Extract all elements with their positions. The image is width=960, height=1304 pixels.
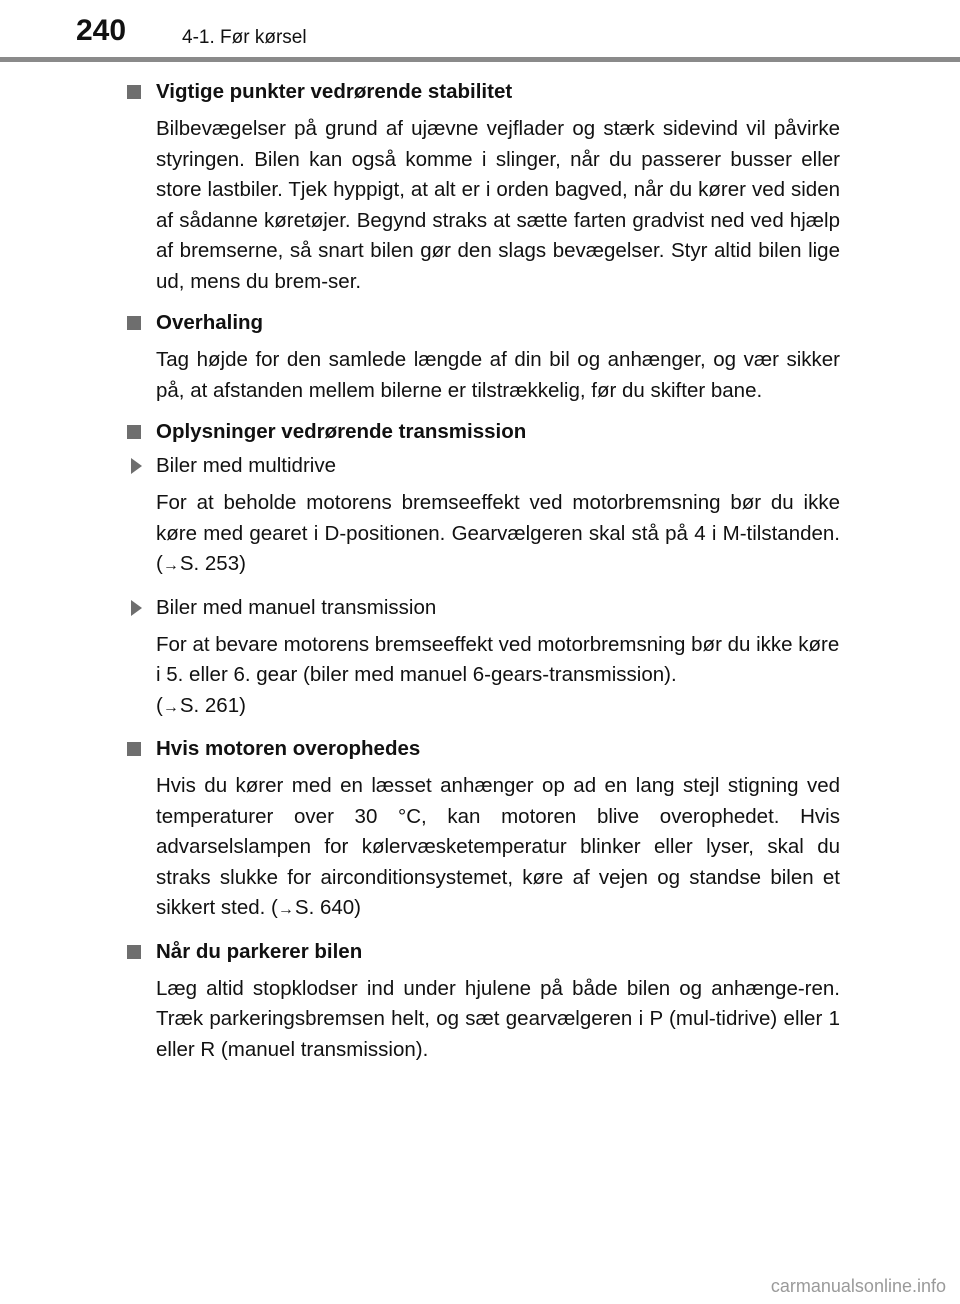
page-reference[interactable]: S. 261) <box>179 693 246 717</box>
content <box>0 70 960 1075</box>
square-bullet-icon <box>127 85 141 99</box>
paragraph-text: For at bevare motorens bremseeffekt ved motorbremsning bør du ikke køre i 5. eller 6. gear (biler med manuel 6-gears-transmission). <box>156 632 840 686</box>
paragraph-text: Hvis du kører med en læsset anhænger op ad en lang stejl stigning ved temperaturer over 30 °C, kan motoren blive overophedet. Hvis advarselslampen for kølervæsketemperatur blinker eller lyser, skal du straks slukke for airconditionsystemet, køre af vejen og standse bilen et sikkert sted. ( <box>156 774 840 919</box>
square-bullet-icon <box>127 742 141 756</box>
triangle-bullet-icon <box>131 600 142 616</box>
subheading-manual <box>0 592 960 624</box>
heading-text: Overhaling <box>156 311 264 334</box>
subheading-text: Biler med manuel transmission <box>156 595 437 619</box>
heading-text: Når du parkerer bilen <box>156 939 363 963</box>
arrow-right-icon: → <box>162 698 179 716</box>
section-title: 4-1. Før kørsel <box>182 27 307 48</box>
square-bullet-icon <box>127 425 141 439</box>
heading-text: Oplysninger vedrørende transmission <box>156 420 527 443</box>
paragraph-overheating <box>156 771 840 926</box>
header-rule <box>0 57 960 62</box>
paragraph-manual <box>156 630 840 724</box>
triangle-bullet-icon <box>131 458 142 474</box>
heading-transmission <box>0 416 960 448</box>
heading-overtaking <box>0 307 960 339</box>
page-reference[interactable]: S. 253) <box>179 552 246 575</box>
watermark: carmanualsonline.info <box>770 1276 946 1296</box>
heading-stability <box>0 76 960 108</box>
square-bullet-icon <box>127 945 141 959</box>
arrow-right-icon: → <box>162 557 179 574</box>
paren-open: ( <box>156 693 163 717</box>
paragraph-text: For at beholde motorens bremseeffekt ved motorbremsning bør du ikke køre med gearet i D-positionen. Gearvælgeren skal stå på 4 i M-tilstanden. ( <box>156 491 840 575</box>
heading-text: Vigtige punkter vedrørende stabilitet <box>156 80 513 103</box>
paragraph-parking: Læg altid stopklodser ind under hjulene på både bilen og anhænge-ren. Træk parkeringsbremsen helt, og sæt gearvælgeren i P (mul-tidrive) eller 1 eller R (manuel transmission). <box>156 976 840 1061</box>
heading-parking <box>0 936 960 968</box>
square-bullet-icon <box>127 316 141 330</box>
subheading-text: Biler med multidrive <box>156 454 336 477</box>
arrow-right-icon: → <box>277 901 294 918</box>
page-number: 240 <box>76 14 127 47</box>
paragraph-stability: Bilbevægelser på grund af ujævne vejflader og stærk sidevind vil påvirke styringen. Bilen kan også komme i slinger, når du passerer busser eller store lastbiler. Tjek hyppigt, at alt er i orden bagved, når du kører ved siden af sådanne køretøjer. Begynd straks at sætte farten gradvist ned ved hjælp af bremserne, så snart bilen gør den slags bevægelser. Styr altid bilen lige ud, mens du brem-ser. <box>156 117 840 293</box>
paragraph-overtaking: Tag højde for den samlede længde af din bil og anhænger, og vær sikker på, at afstanden mellem bilerne er tilstrækkelig, før du skifter bane. <box>156 348 840 402</box>
heading-text: Hvis motoren overophedes <box>156 737 421 760</box>
page-reference[interactable]: S. 640) <box>294 896 361 919</box>
heading-overheating <box>0 733 960 765</box>
paragraph-multidrive <box>156 488 840 582</box>
subheading-multidrive <box>0 450 960 482</box>
